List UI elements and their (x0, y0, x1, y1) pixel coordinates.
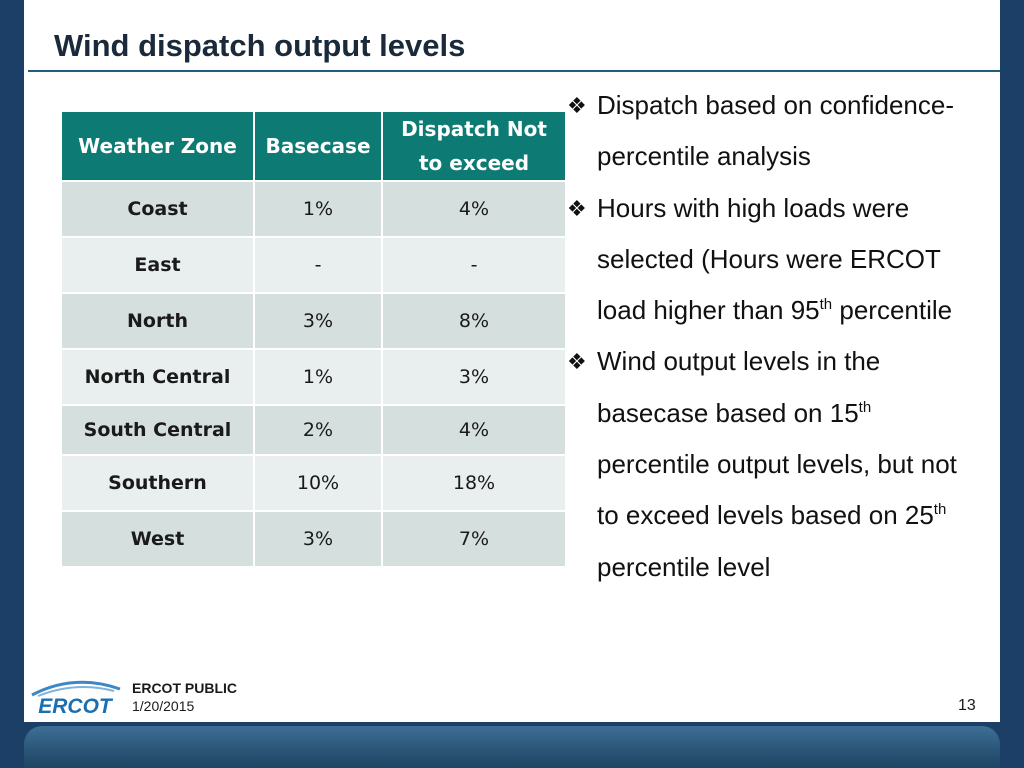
title-divider (28, 70, 1000, 72)
classification-label: ERCOT PUBLIC (132, 680, 237, 696)
zone-cell: East (61, 237, 254, 293)
basecase-cell: 3% (254, 293, 382, 349)
basecase-cell: - (254, 237, 382, 293)
nte-cell: - (382, 237, 566, 293)
basecase-cell: 2% (254, 405, 382, 455)
diamond-bullet-icon: ❖ (567, 93, 587, 118)
bullet-text: Dispatch based on confidence-percentile analysis (597, 90, 955, 172)
bottom-frame-band (24, 726, 1000, 768)
basecase-cell: 3% (254, 511, 382, 567)
header-dispatch-nte (382, 111, 566, 181)
nte-cell: 18% (382, 455, 566, 511)
logo-text: ERCOT (38, 695, 112, 717)
basecase-cell: 1% (254, 181, 382, 237)
bullet-text: percentile output levels, but not to exceed levels based on 25 (597, 449, 957, 531)
slide-title: Wind dispatch output levels (54, 28, 466, 63)
table-row (61, 405, 566, 455)
table-row (61, 511, 566, 567)
zone-cell: Southern (61, 455, 254, 511)
nte-cell: 8% (382, 293, 566, 349)
bullet-item (565, 80, 985, 183)
page-number: 13 (958, 697, 976, 714)
bullet-text: Wind output levels in the basecase based on 15 (597, 346, 881, 428)
table-row (61, 293, 566, 349)
nte-cell: 7% (382, 511, 566, 567)
diamond-bullet-icon: ❖ (567, 195, 587, 221)
header-dispatch-nte-line1: Dispatch Not (401, 117, 547, 141)
header-weather-zone: Weather Zone (61, 111, 254, 181)
zone-cell: North Central (61, 349, 254, 405)
table-row (61, 455, 566, 511)
basecase-cell: 10% (254, 455, 382, 511)
slide-date: 1/20/2015 (132, 698, 195, 714)
zone-cell: South Central (61, 405, 254, 455)
ercot-logo (28, 675, 123, 717)
nte-cell: 4% (382, 405, 566, 455)
bullet-item (565, 183, 985, 337)
zone-cell: North (61, 293, 254, 349)
nte-cell: 4% (382, 181, 566, 237)
bullet-item (565, 336, 985, 592)
zone-cell: Coast (61, 181, 254, 237)
bullet-list (565, 80, 985, 593)
zone-cell: West (61, 511, 254, 567)
bullet-text: percentile level (597, 551, 771, 582)
table-row (61, 181, 566, 237)
nte-cell: 3% (382, 349, 566, 405)
diamond-bullet-icon: ❖ (567, 349, 587, 375)
table-row (61, 349, 566, 405)
table-header-row (61, 111, 566, 181)
header-dispatch-nte-line2: to exceed (418, 151, 530, 175)
superscript: th (933, 501, 947, 519)
superscript: th (858, 398, 872, 416)
superscript: th (819, 296, 833, 314)
bullet-text: Hours with high loads were selected (Hours were ERCOT load higher than 95 (597, 192, 941, 326)
weather-zone-table (60, 110, 567, 568)
header-basecase: Basecase (254, 111, 382, 181)
slide (24, 0, 1000, 722)
bullet-text: percentile (832, 295, 953, 326)
basecase-cell: 1% (254, 349, 382, 405)
table-row (61, 237, 566, 293)
